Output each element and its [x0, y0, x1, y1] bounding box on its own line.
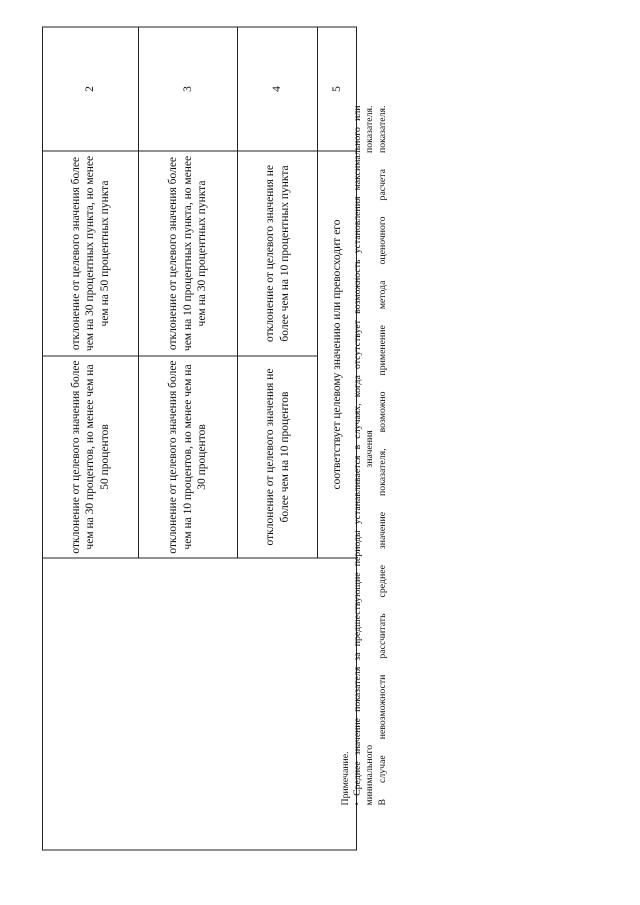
table-row	[43, 27, 139, 850]
table-cell: отклонение от целевого значения более чем на 30 процентов, но менее чем на 50 процентов	[43, 356, 139, 558]
score-cell: 3	[139, 27, 238, 151]
table-cell-empty	[43, 558, 357, 850]
table-cell: отклонение от целевого значения более чем на 30 процентных пункта, но менее чем на 50 процентных пункта	[43, 151, 139, 356]
notes-bullet: • Среднее значение показателя за предшествующие периоды устанавливается в случаях, когда отсутствует возможность установления максимального или минимального значения показателя.	[352, 105, 376, 805]
score-cell: 5	[318, 27, 357, 151]
notes-heading: Примечание.	[340, 750, 351, 805]
score-cell: 2	[43, 27, 139, 151]
table-cell: отклонение от целевого значения не более чем на 10 процентов	[238, 356, 318, 558]
scoring-table	[42, 26, 357, 850]
table-cell: отклонение от целевого значения более чем на 10 процентных пункта, но менее чем на 30 процентных пункта	[139, 151, 238, 356]
notes-paragraph: В случае невозможности рассчитать среднее значение показателя, возможно применение метода оценочного расчета показателя.	[376, 105, 388, 805]
table-cell: отклонение от целевого значения более чем на 10 процентов, но менее чем на 30 процентов	[139, 356, 238, 558]
score-cell: 4	[238, 27, 318, 151]
table-cell-merged: соответствует целевому значению или превосходит его	[318, 151, 357, 558]
notes-section	[340, 105, 389, 805]
table-cell: отклонение от целевого значения не более чем на 10 процентных пункта	[238, 151, 318, 356]
